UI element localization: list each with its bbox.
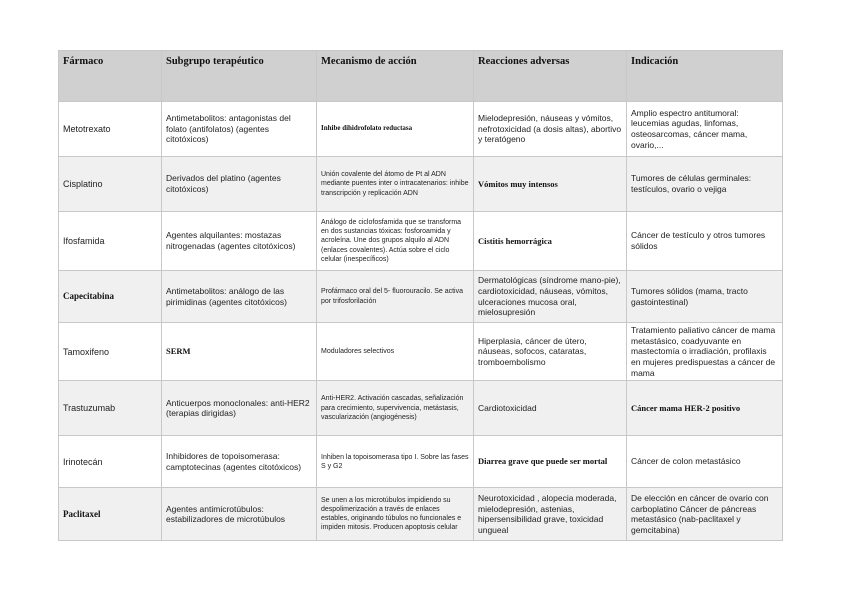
drug-cell: Metotrexato <box>59 102 162 157</box>
adverse-cell: Dermatológicas (síndrome mano-pie), cardiotoxicidad, náuseas, vómitos, ulceraciones mucosa oral, mielosupresión <box>474 271 627 323</box>
subgroup-cell: Agentes antimicrotúbulos: estabilizadores de microtúbulos <box>162 488 317 541</box>
indication-cell: Tumores de células germinales: testículos, ovario o vejiga <box>627 157 783 212</box>
drug-cell: Capecitabina <box>59 271 162 323</box>
adverse-cell: Vómitos muy intensos <box>474 157 627 212</box>
subgroup-cell: Antimetabolitos: antagonistas del folato (antifolatos) (agentes citotóxicos) <box>162 102 317 157</box>
mechanism-cell: Profármaco oral del 5- fluorouracilo. Se activa por trifosforilación <box>317 271 474 323</box>
indication-cell: Tumores sólidos (mama, tracto gastointestinal) <box>627 271 783 323</box>
header-mechanism: Mecanismo de acción <box>317 51 474 102</box>
indication-cell: De elección en cáncer de ovario con carboplatino Cáncer de páncreas metastásico (nab-paclitaxel y gemcitabina) <box>627 488 783 541</box>
subgroup-cell: Antimetabolitos: análogo de las pirimidinas (agentes citotóxicos) <box>162 271 317 323</box>
drug-cell: Irinotecán <box>59 436 162 488</box>
drug-cell: Ifosfamida <box>59 212 162 271</box>
table-row <box>59 436 783 488</box>
mechanism-cell: Se unen a los microtúbulos impidiendo su despolimerización a través de enlaces estables, originando túbulos no funcionales e impiden mitosis. Producen apoptosis celular <box>317 488 474 541</box>
adverse-cell: Neurotoxicidad , alopecia moderada, mielodepresión, astenias, hipersensibilidad grave, toxicidad ungueal <box>474 488 627 541</box>
drug-table <box>58 50 783 541</box>
table-row <box>59 212 783 271</box>
header-drug: Fármaco <box>59 51 162 102</box>
mechanism-cell: Inhibe dihidrofolato reductasa <box>317 102 474 157</box>
header-adverse: Reacciones adversas <box>474 51 627 102</box>
mechanism-cell: Inhiben la topoisomerasa tipo I. Sobre las fases S y G2 <box>317 436 474 488</box>
table-row <box>59 271 783 323</box>
table-row <box>59 157 783 212</box>
drug-cell: Tamoxifeno <box>59 323 162 381</box>
indication-cell: Cáncer de testículo y otros tumores sólidos <box>627 212 783 271</box>
header-subgroup: Subgrupo terapéutico <box>162 51 317 102</box>
indication-cell: Amplio espectro antitumoral: leucemias agudas, linfomas, osteosarcomas, cáncer mama, ovario,... <box>627 102 783 157</box>
header-indication: Indicación <box>627 51 783 102</box>
adverse-cell: Mielodepresión, náuseas y vómitos, nefrotoxicidad (a dosis altas), abortivo y teratógeno <box>474 102 627 157</box>
subgroup-cell: Anticuerpos monoclonales: anti-HER2 (terapias dirigidas) <box>162 381 317 436</box>
table-row <box>59 381 783 436</box>
mechanism-cell: Unión covalente del átomo de Pt al ADN mediante puentes inter o intracatenarios: inhibe transcripción y replicación ADN <box>317 157 474 212</box>
mechanism-cell: Análogo de ciclofosfamida que se transforma en dos sustancias tóxicas: fosforoamida y acroleína. Une dos grupos alquilo al ADN (enlaces covalentes). Actúa sobre el ciclo celular (inespecíficos) <box>317 212 474 271</box>
table-row <box>59 323 783 381</box>
drug-cell: Cisplatino <box>59 157 162 212</box>
subgroup-cell: Inhibidores de topoisomerasa: camptotecinas (agentes citotóxicos) <box>162 436 317 488</box>
indication-cell: Cáncer mama HER-2 positivo <box>627 381 783 436</box>
adverse-cell: Diarrea grave que puede ser mortal <box>474 436 627 488</box>
table-row <box>59 102 783 157</box>
subgroup-cell: Agentes alquilantes: mostazas nitrogenadas (agentes citotóxicos) <box>162 212 317 271</box>
subgroup-cell: SERM <box>162 323 317 381</box>
drug-cell: Trastuzumab <box>59 381 162 436</box>
adverse-cell: Cardiotoxicidad <box>474 381 627 436</box>
mechanism-cell: Anti-HER2. Activación cascadas, señalización para crecimiento, supervivencia, metástasis, vascularización (angiogénesis) <box>317 381 474 436</box>
table-row <box>59 488 783 541</box>
indication-cell: Cáncer de colon metastásico <box>627 436 783 488</box>
adverse-cell: Hiperplasia, cáncer de útero, náuseas, sofocos, cataratas, tromboembolismo <box>474 323 627 381</box>
subgroup-cell: Derivados del platino (agentes citotóxicos) <box>162 157 317 212</box>
indication-cell: Tratamiento paliativo cáncer de mama metastásico, coadyuvante en mastectomía o irradiación, profilaxis en mujeres predispuestas a cáncer de mama <box>627 323 783 381</box>
adverse-cell: Cistitis hemorrágica <box>474 212 627 271</box>
mechanism-cell: Moduladores selectivos <box>317 323 474 381</box>
table-header-row <box>59 51 783 102</box>
drug-cell: Paclitaxel <box>59 488 162 541</box>
